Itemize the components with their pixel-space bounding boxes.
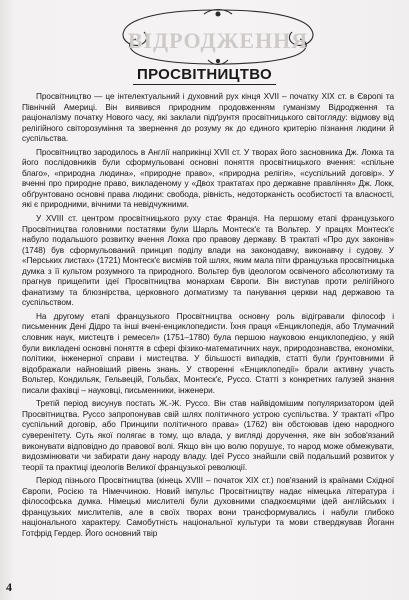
header-ornament — [108, 6, 328, 68]
title-container — [0, 66, 409, 85]
paragraph-4: На другому етапі французького Просвітництва основну роль відігравали філософ і письменник Дені Дідро та інші вчені-енциклопедисти. Їхня праця «Енциклопедія, або Тлумачний словник наук, мистецтв і ремесел» (1751–1780) була першою науковою енциклопедією, у якій були викладені основні поняття в сфері фізико-математичних наук, природознавства, економіки, політики, інженерної справи і мистецтва. У більшості випадків, статті були ґрунтовними й відображали найновіший рівень знань. У створенні «Енциклопедії» брали активну участь Вольтер, Кондильяк, Гельвецій, Гольбах, Монтеск'є, Руссо. Статті з конкретних галузей знання писали фахівці – науковці, письменники, інженери. — [22, 311, 394, 395]
page-title: ПРОСВІТНИЦТВО — [133, 66, 276, 85]
ornament-watermark-word: ВІДРОДЖЕННЯ — [127, 28, 309, 53]
body-text — [22, 92, 394, 542]
page-number: 4 — [6, 580, 12, 594]
paragraph-3: У XVIII ст. центром просвітницького руху стає Франція. На першому етапі французького Просвітництва головними постатями були Шарль Монтеск'є та Вольтер. У працях Монтеск'є набуло подальшого розвитку вчення Локка про правову державу. В трактаті «Про дух законів» (1748) був сформульований принцип поділу влади на законодавчу, виконавчу і судову. У «Перських листах» (1721) Монтеск'є висміяв той шлях, яким мала піти французька просвітницька думка з її культом розумного та природного. Вольтер був ідеологом освіченого абсолютизму та прагнув прищепити ідеї Просвітництва монархам Європи. Він виступав проти релігійного фанатизму та блюзнірства, церковного догматизму та панування церкви над державою та суспільством. — [22, 214, 394, 308]
paragraph-2: Просвітництво зародилось в Англії наприкінці XVII ст. У творах його засновника Дж. Локка та його послідовників були сформульовані основні поняття просвітницького вчення: «спільне благо», «природна людина», «природне право», «природна релігія», «суспільний договір». У вченні про природне право, викладеному у «Двох трактатах про державне правління» Дж. Локк, обґрунтовано основні права людини: свобода, рівність, недоторканість особистості та власності, які є природними, вічними та невідчужними. — [22, 147, 394, 210]
paragraph-1: Просвітництво — це інтелектуальний і духовний рух кінця XVII – початку XIX ст. в Європі та Північній Америці. Він виявився природним продовженням гуманізму Відродження та раціоналізму початку Нового часу, які заклали підґрунтя просвітницького світогляду: відмову від релігійного світорозуміння та звернення до розуму як до єдиного критерію пізнання людини й суспільства. — [22, 92, 394, 144]
paragraph-5: Третій період висунув постать Ж.-Ж. Руссо. Він став найвідомішим популяризатором ідей Просвітництва. Руссо запропонував свій шлях політичного устрою суспільства. У трактаті «Про суспільний договір, або Принципи політичного права» (1762) він обстоював ідею народного суверенітету. Суть якої полягає в тому, що влада, у вигляді доручення, яке він зобов'язаний виконувати відповідно до правової волі. Якщо він цю волю порушує, то народ може обмежувати, видозмінювати чи забирати дану народу владу. Ідеї Руссо знайшли свій подальший розвиток у теорії та практиці ідеологів Великої французької революції. — [22, 399, 394, 472]
paragraph-6: Період пізнього Просвітництва (кінець XVIII – початок XIX ст.) пов'язаний із країнами Східної Європи, Росією та Німеччиною. Новий імпульс Просвітництву надає німецька література і філософська думка. Німецькі мислителі були духовними спадкоємцями ідей англійських і французьких мислителів, але в своїх творах вони трансформувались і набули глибоко національного характеру. Самобутність національної культури та мови стверджував Йоганн Готфрід Гердер. Його основний твір — [22, 476, 394, 538]
